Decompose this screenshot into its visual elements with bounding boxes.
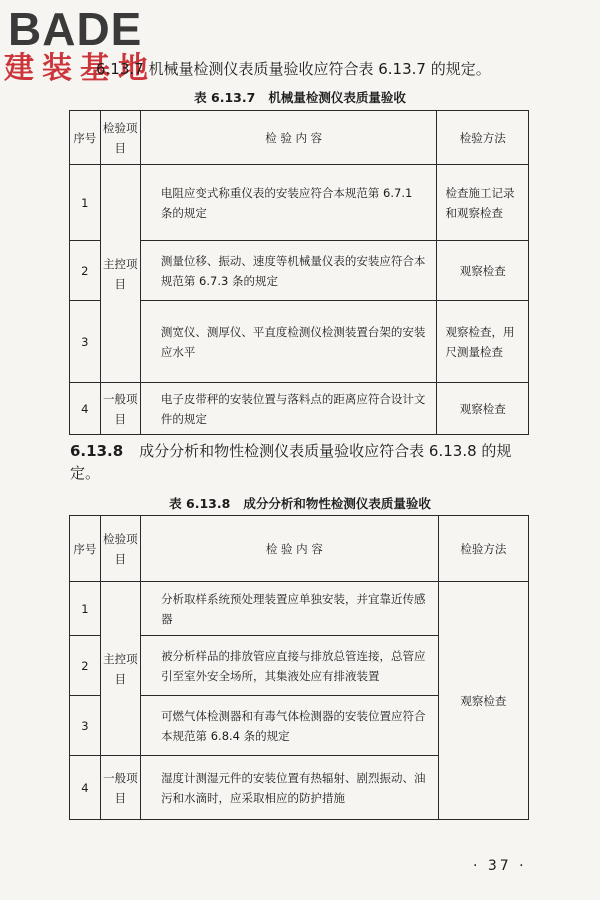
clause-6-13-7: 6.13.7 机械量检测仪表质量验收应符合表 6.13.7 的规定。	[96, 60, 491, 78]
row-number: 1	[70, 165, 101, 241]
table-row	[70, 582, 529, 636]
row-content: 被分析样品的排放管应直接与排放总管连接，总管应引至室外安全场所，其集液处应有排液装置	[141, 636, 439, 696]
table-row	[70, 165, 529, 241]
header-item: 检验项目	[100, 111, 140, 165]
row-content: 分析取样系统预处理装置应单独安装，并宜靠近传感器	[141, 582, 439, 636]
row-content: 电阻应变式称重仪表的安装应符合本规范第 6.7.1 条的规定	[140, 165, 437, 241]
table-6-13-7	[69, 110, 529, 435]
row-content: 测宽仪、测厚仪、平直度检测仪检测装置台架的安装应水平	[140, 301, 437, 383]
row-number: 2	[70, 636, 101, 696]
group-main-control: 主控项目	[100, 582, 140, 756]
table2-caption: 表 6.13.8 成分分析和物性检测仪表质量验收	[169, 496, 431, 511]
group-general: 一般项目	[100, 756, 140, 820]
row-content: 电子皮带秤的安装位置与落料点的距离应符合设计文件的规定	[140, 383, 437, 435]
header-method: 检验方法	[438, 516, 528, 582]
table-header-row	[70, 111, 529, 165]
clause-text: 成分分析和物性检测仪表质量验收应符合表 6.13.8 的规定。	[70, 442, 512, 482]
row-content: 湿度计测湿元件的安装位置有热辐射、剧烈振动、油污和水滴时，应采取相应的防护措施	[141, 756, 439, 820]
header-no: 序号	[70, 516, 101, 582]
row-method: 观察检查	[438, 582, 528, 820]
header-no: 序号	[70, 111, 101, 165]
table1-caption: 表 6.13.7 机械量检测仪表质量验收	[194, 90, 406, 105]
page-number: · 37 ·	[473, 858, 527, 874]
logo-wordmark: BADE	[8, 3, 143, 55]
clause-6-13-8	[70, 440, 532, 484]
row-number: 3	[70, 696, 101, 756]
row-method: 观察检查	[437, 241, 529, 301]
row-number: 4	[70, 383, 101, 435]
logo-subtitle: 建装基地	[4, 51, 156, 86]
header-item: 检验项目	[100, 516, 140, 582]
row-number: 3	[70, 301, 101, 383]
row-method: 观察检查	[437, 383, 529, 435]
row-content: 可燃气体检测器和有毒气体检测器的安装位置应符合本规范第 6.8.4 条的规定	[141, 696, 439, 756]
group-main-control: 主控项目	[100, 165, 140, 383]
header-content: 检 验 内 容	[141, 516, 439, 582]
clause-number: 6.13.8	[70, 442, 124, 460]
table-row	[70, 383, 529, 435]
table-header-row	[70, 516, 529, 582]
row-number: 1	[70, 582, 101, 636]
row-method: 观察检查，用尺测量检查	[437, 301, 529, 383]
row-number: 4	[70, 756, 101, 820]
header-method: 检验方法	[437, 111, 529, 165]
row-number: 2	[70, 241, 101, 301]
group-general: 一般项目	[100, 383, 140, 435]
row-method: 检查施工记录和观察检查	[437, 165, 529, 241]
header-content: 检 验 内 容	[140, 111, 437, 165]
table-6-13-8	[69, 515, 529, 820]
row-content: 测量位移、振动、速度等机械量仪表的安装应符合本规范第 6.7.3 条的规定	[140, 241, 437, 301]
